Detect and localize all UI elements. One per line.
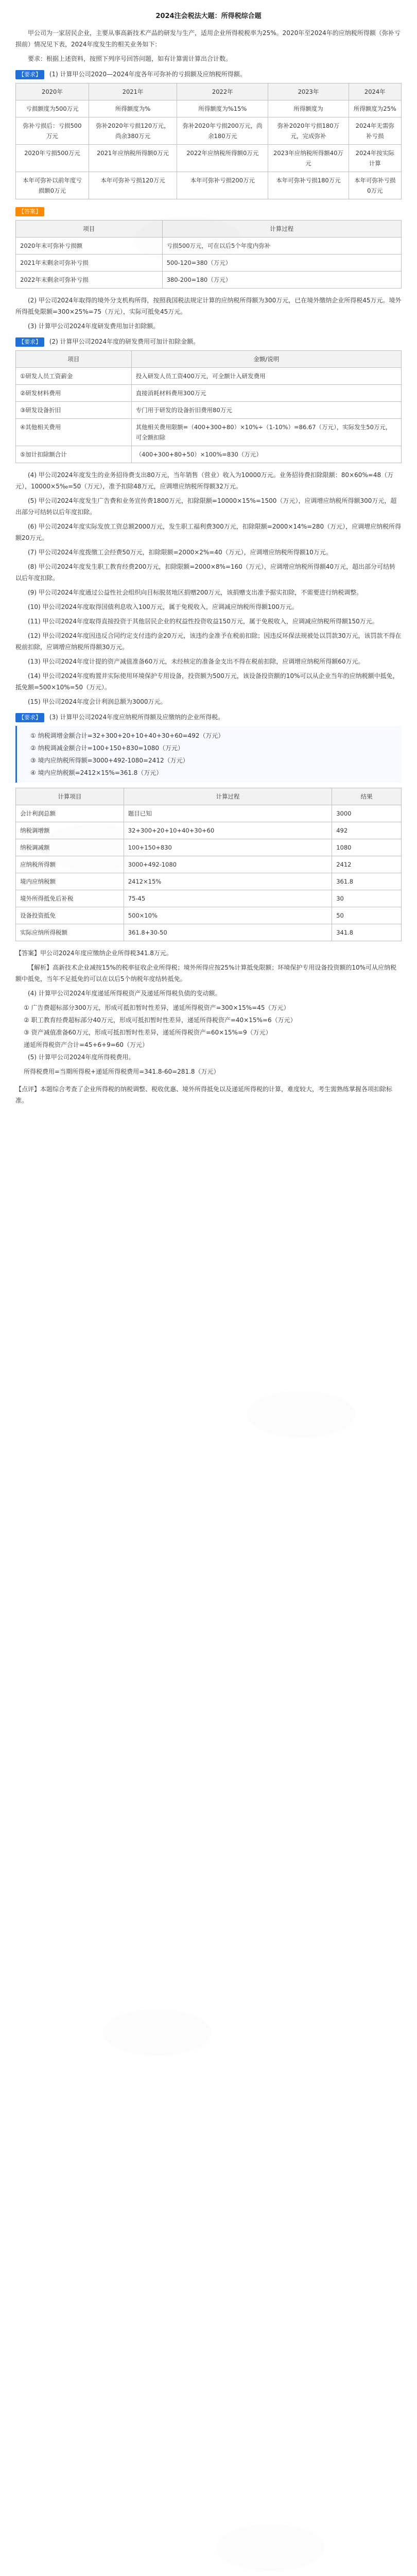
table-cell: 341.8 — [332, 924, 402, 941]
table-cell: 50 — [332, 907, 402, 924]
table-cell: 直接消耗材料费用300万元 — [131, 385, 401, 402]
table-cell: 境内应纳税额 — [16, 873, 124, 890]
table-cell: 3000 — [332, 805, 402, 822]
table-cell: 2412 — [332, 856, 402, 873]
table-cell: ③研发设备折旧 — [16, 402, 132, 419]
calc-line: ① 纳税调增金额合计=32+300+20+10+40+30+60=492（万元） — [30, 732, 224, 739]
table-cell: 500-120=380（万元） — [162, 255, 401, 272]
table-cell: 题目已知 — [124, 805, 332, 822]
table-row — [16, 100, 402, 117]
table-cell: 2021年应纳税所得额0万元 — [89, 145, 177, 172]
body-paragraph: (11) 甲公司2024年度取得直接投资于其他居民企业的权益性投资收益150万元，属于免税收入，应调减应纳税所得额150万元。 — [28, 618, 378, 625]
table-row — [16, 924, 402, 941]
table-cell: 投入研发人员工资400万元，可全额计入研发费用 — [131, 368, 401, 385]
table-cell: 2023年应纳税所得额40万元 — [268, 145, 349, 172]
table-row — [16, 272, 402, 289]
table-row — [16, 822, 402, 839]
body-paragraph: (13) 甲公司2024年度计提的资产减值准备60万元，未经核定的准备金支出不得在税前扣除，应调增应纳税所得额60万元。 — [28, 658, 364, 665]
table-cell: 2022年末剩余可弥补亏损 — [16, 272, 163, 289]
table-cell: 实际应纳所得税额 — [16, 924, 124, 941]
table-cell: 100+150+830 — [124, 839, 332, 856]
table-cell: 本年可弥补以前年度亏损额0万元 — [16, 172, 89, 199]
table-cell: ④其他相关费用 — [16, 419, 132, 446]
table-row — [16, 839, 402, 856]
table-cell: 380-200=180（万元） — [162, 272, 401, 289]
question-text: (3) 计算甲公司2024年度应纳税所得额及应缴纳的企业所得税。 — [49, 714, 224, 721]
rd-table — [15, 350, 402, 463]
table-row — [16, 117, 402, 145]
table-cell: 本年可弥补亏损200万元 — [177, 172, 268, 199]
table-row — [16, 907, 402, 924]
table-cell: 所得额度为%15% — [177, 100, 268, 117]
table-cell: 本年可弥补亏损120万元 — [89, 172, 177, 199]
table-cell: 应纳税所得额 — [16, 856, 124, 873]
question-block — [15, 69, 402, 80]
body-paragraph: (14) 甲公司2024年度购置并实际使用环境保护专用设备，投资额为500万元，该设备投资额的10%可以从企业当年的应纳税额中抵免，抵免额=500×10%=50（万元）。 — [15, 672, 399, 691]
table-cell: 所得额度为25% — [349, 100, 401, 117]
table-cell: （400+300+80+50）×100%=830（万元） — [131, 446, 401, 463]
body-paragraph: (9) 甲公司2024年度通过公益性社会组织向目标脱贫地区捐赠200万元，该捐赠支出准予据实扣除，不需要进行纳税调整。 — [28, 589, 363, 596]
body-paragraph: (7) 甲公司2024年度拨缴工会经费50万元，扣除限额=2000×2%=40（万元），应调增应纳税所得额10万元。 — [28, 549, 332, 556]
intro-paragraph: 要求：根据上述资料，按照下列序号回答问题，如有计算需计算出合计数。 — [28, 55, 232, 62]
table-row — [16, 145, 402, 172]
table-cell: 弥补2020年亏损200万元，尚余180万元 — [177, 117, 268, 145]
table-row — [16, 172, 402, 199]
body-paragraph: (15) 甲公司2024年度会计利润总额为3000万元。 — [28, 698, 167, 705]
question-block — [15, 711, 402, 723]
carryforward-table — [15, 220, 402, 289]
table-cell: 设备投资抵免 — [16, 907, 124, 924]
table-row — [16, 890, 402, 907]
table-header: 2023年 — [268, 83, 349, 100]
table-header: 2022年 — [177, 83, 268, 100]
watermark-logo — [216, 2524, 324, 2571]
table-cell: ⑤加计扣除额合计 — [16, 446, 132, 463]
calc-line: ③ 境内应纳税所得额=3000+492-1080=2412（万元） — [30, 757, 189, 764]
table-row — [16, 856, 402, 873]
analysis-paragraph: 【解析】高新技术企业减按15%的税率征收企业所得税；境外所得应按25%计算抵免限额；环境保护专用设备投资额的10%可从应纳税额中抵免，当年不足抵免的可以在以后5个纳税年度结转抵免。 — [15, 964, 397, 982]
table-row — [16, 419, 402, 446]
table-cell: 亏损500万元，可在以后5个年度内弥补 — [162, 238, 401, 255]
loss-table — [15, 83, 402, 199]
body-paragraph: (10) 甲公司2024年度取得国债利息收入100万元，属于免税收入，应调减应纳税所得额100万元。 — [28, 603, 298, 611]
table-cell: 30 — [332, 890, 402, 907]
question-tag: 【要求】 — [15, 337, 44, 347]
calc-line: ③ 资产减值准备60万元，形成可抵扣暂时性差异，递延所得税资产=60×15%=9（万元） — [24, 1029, 272, 1036]
table-cell: 亏损额度为500万元 — [16, 100, 89, 117]
question-text: (2) 计算甲公司2024年度的研发费用可加计扣除金额。 — [49, 338, 200, 345]
table-header: 2021年 — [89, 83, 177, 100]
table-cell: 所得额度为 — [268, 100, 349, 117]
calc-line: 所得税费用=当期所得税+递延所得税费用=341.8-60=281.8（万元） — [24, 1068, 220, 1075]
table-cell: 其他相关费用限额=（400+300+80）×10%÷（1-10%）=86.67（万元），实际发生50万元，可全额扣除 — [131, 419, 401, 446]
body-paragraph: (5) 计算甲公司2024年度所得税费用。 — [28, 1054, 135, 1061]
question-tag: 【要求】 — [15, 70, 44, 79]
table-header: 计算过程 — [124, 788, 332, 805]
table-cell: 2412×15% — [124, 873, 332, 890]
table-cell: 1080 — [332, 839, 402, 856]
table-cell: 弥补2020年亏损120万元，尚余380万元 — [89, 117, 177, 145]
table-cell: 弥补2020年亏损180万元，完成弥补 — [268, 117, 349, 145]
table-cell: 2020年亏损500万元 — [16, 145, 89, 172]
table-cell: 32+300+20+10+40+30+60 — [124, 822, 332, 839]
answer-paragraph: 【答案】甲公司2024年度应缴纳企业所得税341.8万元。 — [15, 950, 172, 957]
table-row — [16, 368, 402, 385]
table-cell: 361.8+30-50 — [124, 924, 332, 941]
table-header: 项目 — [16, 351, 132, 368]
body-paragraph: (12) 甲公司2024年度因违反合同约定支付违约金20万元，该违约金准予在税前扣除；因违反环保法规被处以罚款30万元，该罚款不得在税前扣除，应调增应纳税所得额30万元。 — [15, 632, 402, 651]
comment-paragraph: 【点评】本题综合考查了企业所得税的纳税调整、税收优惠、境外所得抵免以及递延所得税的计算，难度较大，考生需熟练掌握各项扣除标准。 — [15, 1086, 393, 1104]
table-cell: 纳税调增额 — [16, 822, 124, 839]
table-cell: 本年可弥补亏损180万元 — [268, 172, 349, 199]
body-paragraph: (2) 甲公司2024年取得的境外分支机构所得，按照我国税法规定计算的应纳税所得额为300万元，已在境外缴纳企业所得税45万元。境外所得抵免限额=300×25%=75（万元），实际可抵免45万元。 — [15, 297, 402, 315]
table-cell: 境外所得抵免后补税 — [16, 890, 124, 907]
table-cell: ①研发人员工资薪金 — [16, 368, 132, 385]
watermark-logo — [103, 2009, 211, 2056]
table-header: 2024年 — [349, 83, 401, 100]
table-row — [16, 238, 402, 255]
body-paragraph: (6) 甲公司2024年度实际发放工资总额2000万元，发生职工福利费300万元，扣除限额=2000×14%=280（万元），应调增应纳税所得额20万元。 — [15, 523, 402, 541]
table-row — [16, 446, 402, 463]
table-cell: 2024年按实际计算 — [349, 145, 401, 172]
calc-box — [15, 726, 402, 783]
table-cell: 本年可弥补亏损0万元 — [349, 172, 401, 199]
intro-paragraph: 甲公司为一家居民企业，主要从事高新技术产品的研发与生产，适用企业所得税税率为25%。2020年至2024年的应纳税所得额（弥补亏损前）情况见下表，2024年度发生的相关业务如下： — [15, 29, 401, 48]
table-cell: 492 — [332, 822, 402, 839]
table-cell: 专门用于研发的设备折旧费用80万元 — [131, 402, 401, 419]
calc-line: ② 纳税调减金额合计=100+150+830=1080（万元） — [30, 744, 184, 752]
table-header: 计算项目 — [16, 788, 124, 805]
answer-tag: 【答案】 — [15, 207, 44, 216]
table-cell: 会计利润总额 — [16, 805, 124, 822]
table-row — [16, 255, 402, 272]
table-header: 金额/说明 — [131, 351, 401, 368]
document-page — [0, 0, 417, 1125]
calc-line: ② 职工教育经费超标部分40万元，形成可抵扣暂时性差异，递延所得税资产=40×15%=6（万元） — [24, 1016, 297, 1024]
body-paragraph: (8) 甲公司2024年度发生职工教育经费200万元，扣除限额=2000×8%=160（万元），应调增应纳税所得额40万元，超出部分可结转以后年度扣除。 — [15, 563, 396, 582]
table-cell: 2020年末可弥补亏损额 — [16, 238, 163, 255]
table-cell: 所得额度为% — [89, 100, 177, 117]
body-paragraph: (4) 计算甲公司2024年度递延所得税资产及递延所得税负债的变动额。 — [28, 990, 221, 997]
calc-line: 递延所得税资产合计=45+6+9=60（万元） — [24, 1041, 149, 1048]
table-row — [16, 402, 402, 419]
body-paragraph: (3) 计算甲公司2024年度研发费用加计扣除额。 — [28, 323, 160, 330]
answer-block — [15, 206, 402, 217]
table-cell: ②研发材料费用 — [16, 385, 132, 402]
table-header: 项目 — [16, 221, 163, 238]
table-cell: 弥补亏损后：亏损500万元 — [16, 117, 89, 145]
table-row — [16, 805, 402, 822]
table-row — [16, 385, 402, 402]
body-paragraph: (4) 甲公司2024年度发生的业务招待费支出80万元，当年销售（营业）收入为10000万元。业务招待费扣除限额：80×60%=48（万元），10000×5‰=50（万元），准予扣除48万元，应调增应纳税所得额32万元。 — [15, 471, 394, 490]
table-header: 结果 — [332, 788, 402, 805]
watermark-logo — [247, 1391, 355, 1437]
table-header: 2020年 — [16, 83, 89, 100]
calc-line: ④ 境内应纳税额=2412×15%=361.8（万元） — [30, 769, 163, 776]
table-cell: 纳税调减额 — [16, 839, 124, 856]
question-block — [15, 336, 402, 347]
document-title: 2024注会税法大题：所得税综合题 — [155, 12, 262, 20]
tax-calc-table — [15, 788, 402, 941]
table-cell: 361.8 — [332, 873, 402, 890]
calc-line: ① 广告费超标部分300万元，形成可抵扣暂时性差异，递延所得税资产=300×15%=45（万元） — [24, 1004, 290, 1011]
question-text: (1) 计算甲公司2020—2024年度各年可弥补的亏损额及应纳税所得额。 — [49, 71, 246, 78]
table-header: 计算过程 — [162, 221, 401, 238]
table-cell: 2024年无需弥补亏损 — [349, 117, 401, 145]
table-cell: 75-45 — [124, 890, 332, 907]
question-tag: 【要求】 — [15, 713, 44, 722]
body-paragraph: (5) 甲公司2024年度发生广告费和业务宣传费1800万元，扣除限额=10000×15%=1500（万元），应调增应纳税所得额300万元，超出部分可结转以后年度扣除。 — [15, 497, 397, 516]
table-row — [16, 873, 402, 890]
table-cell: 3000+492-1080 — [124, 856, 332, 873]
table-cell: 2022年应纳税所得额0万元 — [177, 145, 268, 172]
table-cell: 500×10% — [124, 907, 332, 924]
table-cell: 2021年末剩余可弥补亏损 — [16, 255, 163, 272]
